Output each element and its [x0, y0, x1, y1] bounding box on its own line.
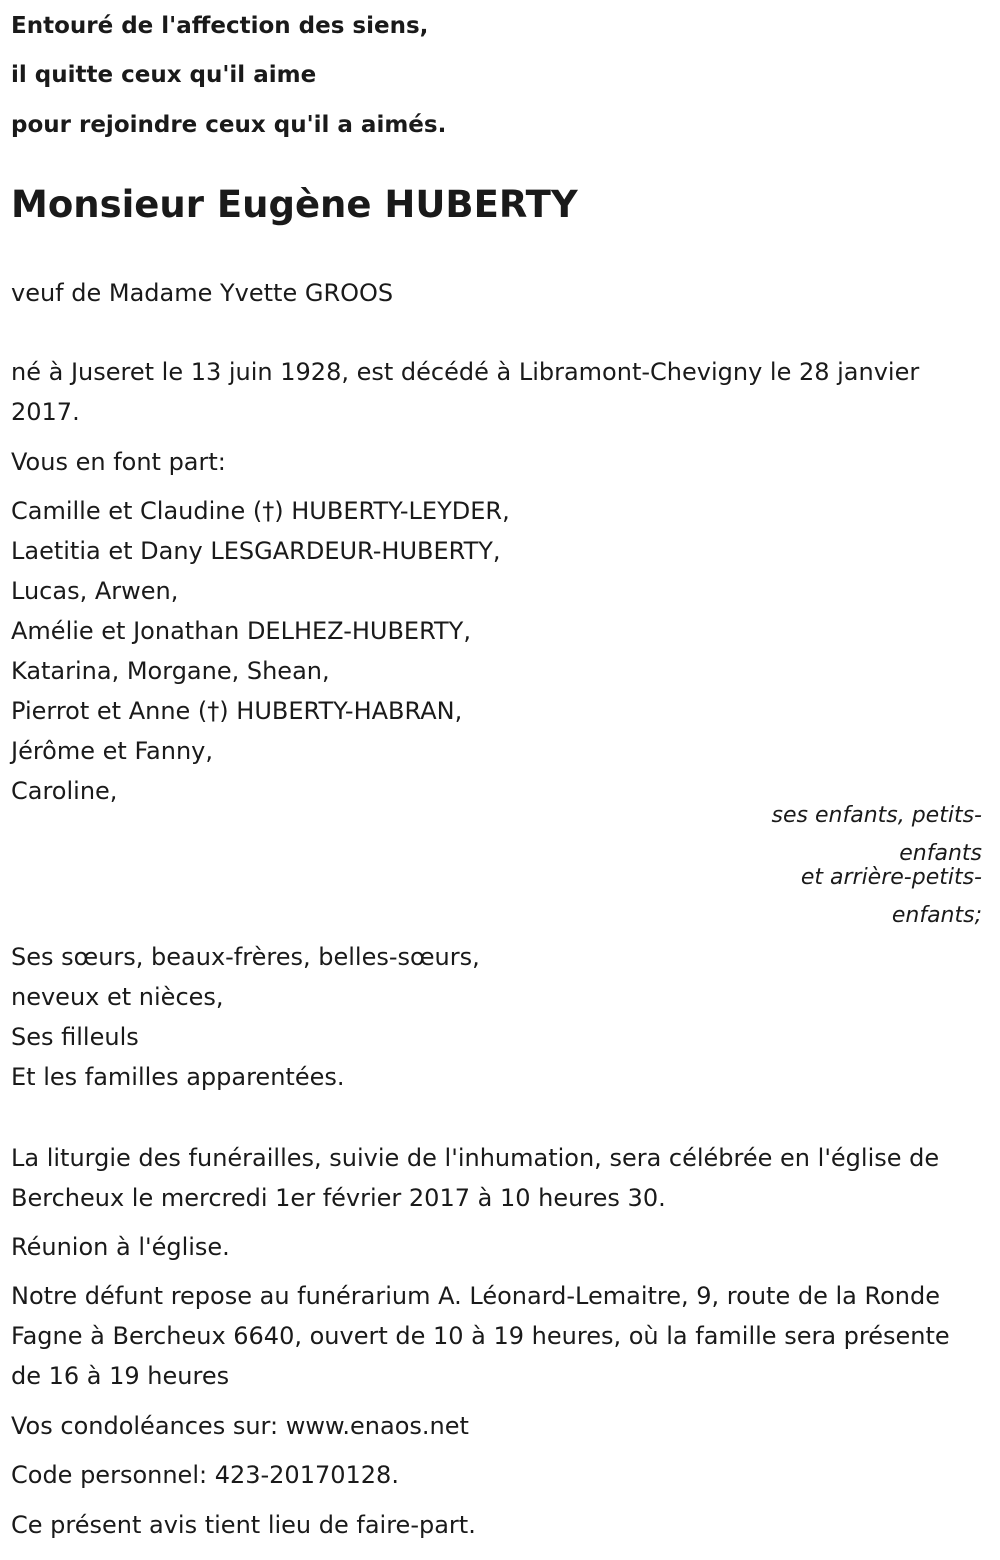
- relation-line: et arrière-petits-: [800, 865, 982, 890]
- liturgy-paragraph: La liturgie des funérailles, suivie de l'inhumation, sera célébrée en l'église de Bercheux le mercredi 1er février 2017 à 10 heures 30.: [11, 1144, 940, 1212]
- family-member-line: Jérôme et Fanny,: [11, 737, 214, 765]
- epigraph-line-1: Entouré de l'affection des siens,: [11, 13, 429, 39]
- relation-line: enfants: [899, 841, 982, 866]
- relatives-line: Ses sœurs, beaux-frères, belles-sœurs,: [11, 943, 480, 971]
- funeral-home-paragraph: Notre défunt repose au funérarium A. Léonard-Lemaitre, 9, route de la Ronde Fagne à Bercheux 6640, ouvert de 10 à 19 heures, où la famille sera présente de 16 à 19 heures: [11, 1282, 950, 1390]
- family-member-line: Lucas, Arwen,: [11, 577, 179, 605]
- meeting-line: Réunion à l'église.: [11, 1233, 230, 1261]
- relation-line: ses enfants, petits-: [771, 803, 982, 828]
- epigraph-line-3: pour rejoindre ceux qu'il a aimés.: [11, 112, 447, 138]
- family-list: [11, 491, 510, 811]
- family-member-line: Pierrot et Anne (†) HUBERTY-HABRAN,: [11, 697, 463, 725]
- relatives-list: [11, 937, 480, 1097]
- widow-line: veuf de Madame Yvette GROOS: [11, 279, 394, 307]
- personal-code-line: Code personnel: 423-20170128.: [11, 1461, 399, 1489]
- family-member-line: Katarina, Morgane, Shean,: [11, 657, 330, 685]
- epigraph-line-2: il quitte ceux qu'il aime: [11, 62, 317, 88]
- family-member-line: Amélie et Jonathan DELHEZ-HUBERTY,: [11, 617, 471, 645]
- birth-death-line: né à Juseret le 13 juin 1928, est décédé à Libramont-Chevigny le 28 janvier 2017.: [11, 358, 920, 426]
- family-member-line: Camille et Claudine (†) HUBERTY-LEYDER,: [11, 497, 510, 525]
- relatives-line: Ses filleuls: [11, 1023, 139, 1051]
- relation-line: enfants;: [891, 903, 982, 928]
- condolences-line: Vos condoléances sur: www.enaos.net: [11, 1412, 469, 1440]
- notice-line: Ce présent avis tient lieu de faire-part.: [11, 1511, 476, 1539]
- announcement-line: Vous en font part:: [11, 448, 226, 476]
- relatives-line: neveux et nièces,: [11, 983, 224, 1011]
- family-member-line: Caroline,: [11, 777, 118, 805]
- family-member-line: Laetitia et Dany LESGARDEUR-HUBERTY,: [11, 537, 501, 565]
- relation-caption: [722, 797, 982, 935]
- deceased-name: Monsieur Eugène HUBERTY: [11, 183, 578, 226]
- relatives-line: Et les familles apparentées.: [11, 1063, 345, 1091]
